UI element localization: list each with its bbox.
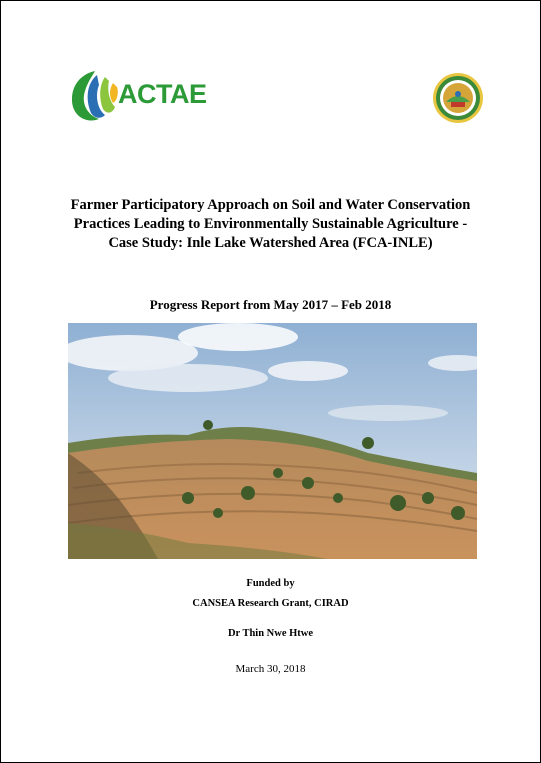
funder-name: CANSEA Research Grant, CIRAD <box>192 598 349 609</box>
actae-leaf-icon <box>69 69 121 123</box>
title-line-3: Case Study: Inle Lake Watershed Area (FCA-INLE) <box>108 235 433 251</box>
author-name: Dr Thin Nwe Htwe <box>227 628 314 639</box>
report-subtitle: Progress Report from May 2017 – Feb 2018 <box>149 297 392 312</box>
hillside-terraces-photo <box>68 323 477 559</box>
title-line-1: Farmer Participatory Approach on Soil and Water Conservation <box>70 197 471 213</box>
actae-logo <box>69 69 207 125</box>
report-title <box>31 196 510 253</box>
circular-seal-icon <box>432 72 484 124</box>
actae-wordmark: ACTAE <box>118 79 207 109</box>
funded-by-label: Funded by <box>246 578 295 589</box>
report-date: March 30, 2018 <box>235 663 306 675</box>
title-line-2: Practices Leading to Environmentally Sustainable Agriculture - <box>73 216 468 232</box>
